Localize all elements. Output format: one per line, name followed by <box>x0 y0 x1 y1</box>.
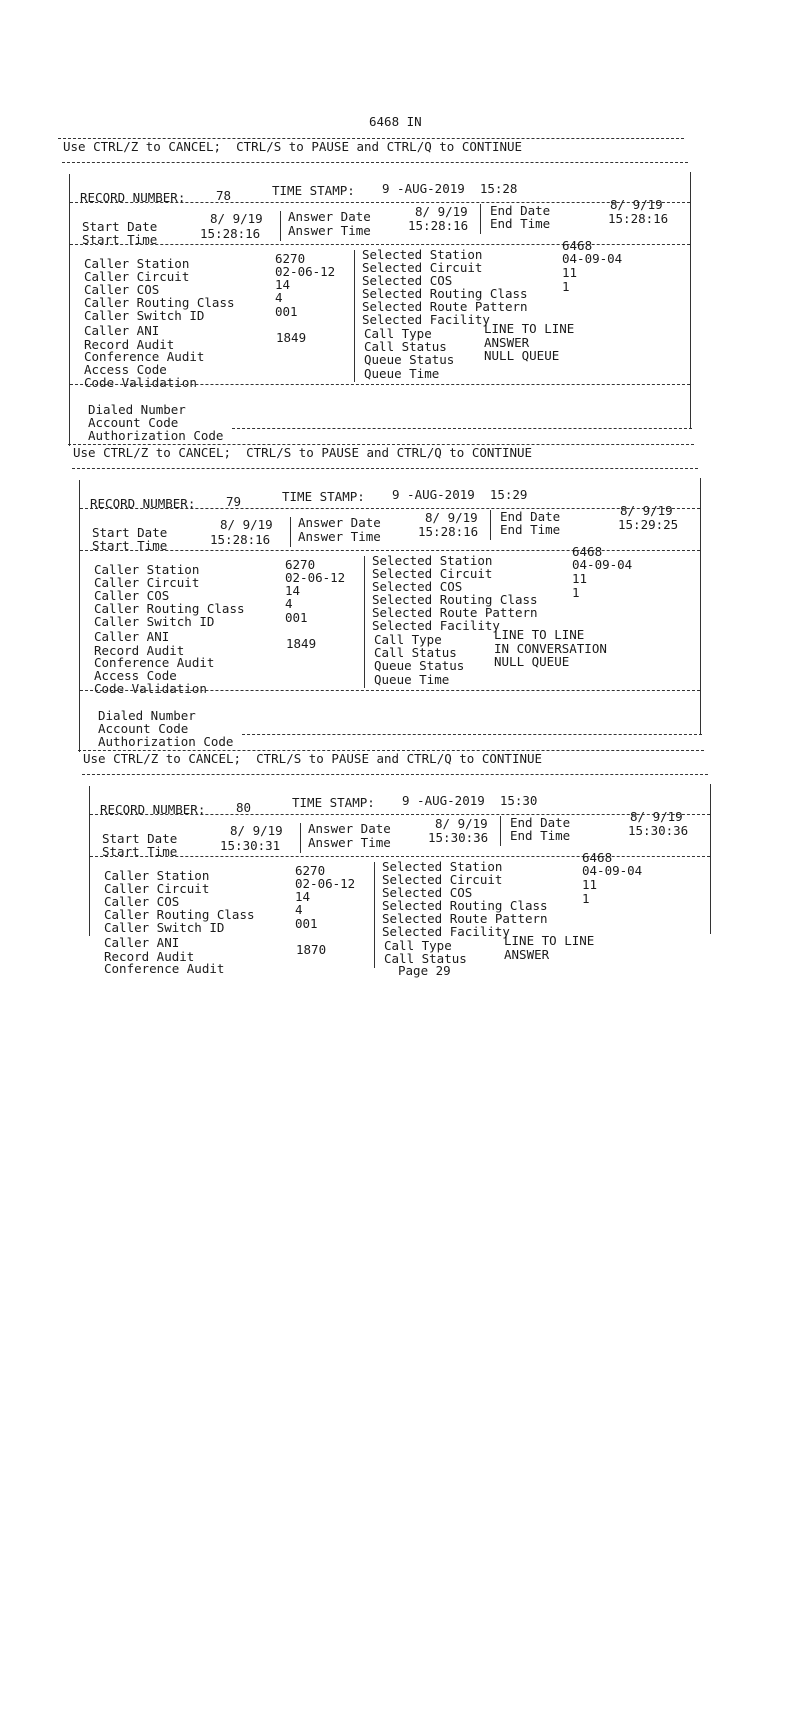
caller-switch-id-value: 001 <box>275 304 298 319</box>
time-stamp-value: 9 -AUG-2019 15:29 <box>392 487 528 502</box>
start-date-label: Start Date <box>82 219 158 234</box>
call-type-value: LINE TO LINE <box>484 321 575 336</box>
call-type-label: Call Type <box>364 326 432 341</box>
caller-circuit-label: Caller Circuit <box>84 269 190 284</box>
selected-station-value: 6468 <box>572 544 603 559</box>
answer-time-label: Answer Time <box>298 529 381 544</box>
caller-switch-id-label: Caller Switch ID <box>94 614 215 629</box>
end-time-value: 15:28:16 <box>608 211 669 226</box>
caller-cos-label: Caller COS <box>94 588 170 603</box>
caller-ani-label: Caller ANI <box>94 629 170 644</box>
answer-date-value: 8/ 9/19 <box>435 816 488 831</box>
start-date-label: Start Date <box>102 831 178 846</box>
answer-date-value: 8/ 9/19 <box>415 204 468 219</box>
caller-switch-id-value: 001 <box>295 916 318 931</box>
selected-circuit-value: 04-09-04 <box>562 251 623 266</box>
end-time-value: 15:29:25 <box>618 517 679 532</box>
selected-routing-class-label: Selected Routing Class <box>382 898 548 913</box>
caller-station-value: 6270 <box>285 557 316 572</box>
call-status-value: ANSWER <box>504 947 550 962</box>
end-date-value: 8/ 9/19 <box>630 809 683 824</box>
record-number-label: RECORD NUMBER: <box>90 496 196 511</box>
cancel-instruction: Use CTRL/Z to CANCEL; CTRL/S to PAUSE and CTRL/Q to CONTINUE <box>63 139 523 154</box>
answer-time-value: 15:28:16 <box>418 524 479 539</box>
selected-station-label: Selected Station <box>372 553 493 568</box>
conference-audit-label: Conference Audit <box>94 655 215 670</box>
selected-cos-value: 11 <box>562 265 578 280</box>
answer-time-value: 15:30:36 <box>428 830 489 845</box>
answer-time-label: Answer Time <box>288 223 371 238</box>
selected-route-pattern-label: Selected Route Pattern <box>372 605 538 620</box>
call-status-value: IN CONVERSATION <box>494 641 607 656</box>
caller-routing-class-value: 4 <box>295 902 303 917</box>
selected-cos-label: Selected COS <box>372 579 463 594</box>
selected-station-label: Selected Station <box>362 247 483 262</box>
call-type-value: LINE TO LINE <box>494 627 585 642</box>
record-audit-label: Record Audit <box>94 643 185 658</box>
selected-station-label: Selected Station <box>382 859 503 874</box>
end-date-value: 8/ 9/19 <box>620 503 673 518</box>
record-audit-label: Record Audit <box>84 337 175 352</box>
dialed-number-label: Dialed Number <box>98 708 196 723</box>
selected-cos-label: Selected COS <box>362 273 453 288</box>
caller-circuit-label: Caller Circuit <box>104 881 210 896</box>
divider <box>62 162 688 163</box>
divider <box>290 517 291 547</box>
start-date-value: 8/ 9/19 <box>210 211 263 226</box>
access-code-label: Access Code <box>84 362 167 377</box>
call-type-label: Call Type <box>384 938 452 953</box>
call-status-value: ANSWER <box>484 335 530 350</box>
code-validation-label: Code Validation <box>94 681 207 696</box>
divider <box>280 211 281 241</box>
start-time-label: Start Time <box>82 232 158 247</box>
call-type-label: Call Type <box>374 632 442 647</box>
caller-station-label: Caller Station <box>84 256 190 271</box>
caller-switch-id-label: Caller Switch ID <box>104 920 225 935</box>
divider <box>374 862 375 968</box>
answer-time-label: Answer Time <box>308 835 391 850</box>
divider <box>72 468 698 469</box>
caller-circuit-value: 02-06-12 <box>295 876 356 891</box>
start-time-label: Start Time <box>92 538 168 553</box>
divider <box>70 202 690 203</box>
start-time-value: 15:30:31 <box>220 838 281 853</box>
page-header-extension: 6468 IN <box>369 114 422 129</box>
record-number-value: 79 <box>226 494 242 509</box>
queue-status-value: NULL QUEUE <box>494 654 570 669</box>
divider <box>480 204 481 234</box>
caller-station-value: 6270 <box>295 863 326 878</box>
start-time-label: Start Time <box>102 844 178 859</box>
divider <box>82 774 708 775</box>
start-date-value: 8/ 9/19 <box>220 517 273 532</box>
divider <box>80 508 700 509</box>
cancel-instruction: Use CTRL/Z to CANCEL; CTRL/S to PAUSE and CTRL/Q to CONTINUE <box>83 751 543 766</box>
box-right-border <box>710 784 711 934</box>
divider <box>90 814 710 815</box>
selected-facility-label: Selected Facility <box>382 924 510 939</box>
start-date-value: 8/ 9/19 <box>230 823 283 838</box>
time-stamp-value: 9 -AUG-2019 15:28 <box>382 181 518 196</box>
queue-time-label: Queue Time <box>374 672 450 687</box>
answer-date-label: Answer Date <box>288 209 371 224</box>
queue-status-label: Queue Status <box>364 352 455 367</box>
caller-switch-id-label: Caller Switch ID <box>84 308 205 323</box>
end-time-label: End Time <box>490 216 551 231</box>
end-time-label: End Time <box>500 522 561 537</box>
caller-cos-label: Caller COS <box>84 282 160 297</box>
record-number-label: RECORD NUMBER: <box>100 802 206 817</box>
record-audit-value: 1870 <box>296 942 327 957</box>
caller-circuit-value: 02-06-12 <box>285 570 346 585</box>
call-record-80 <box>20 612 794 1735</box>
selected-route-pattern-label: Selected Route Pattern <box>382 911 548 926</box>
selected-station-value: 6468 <box>562 238 593 253</box>
box-left-border <box>89 786 90 936</box>
answer-date-label: Answer Date <box>308 821 391 836</box>
caller-ani-label: Caller ANI <box>84 323 160 338</box>
call-type-value: LINE TO LINE <box>504 933 595 948</box>
selected-routing-class-label: Selected Routing Class <box>362 286 528 301</box>
start-date-label: Start Date <box>92 525 168 540</box>
divider <box>90 856 710 857</box>
divider <box>300 823 301 853</box>
divider <box>70 244 690 245</box>
caller-station-label: Caller Station <box>94 562 200 577</box>
queue-time-label: Queue Time <box>364 366 440 381</box>
record-number-label: RECORD NUMBER: <box>80 190 186 205</box>
call-status-label: Call Status <box>374 645 457 660</box>
time-stamp-label: TIME STAMP: <box>292 795 375 810</box>
selected-circuit-label: Selected Circuit <box>372 566 493 581</box>
record-audit-value: 1849 <box>286 636 317 651</box>
record-number-value: 80 <box>236 800 252 815</box>
selected-routing-class-value: 1 <box>582 891 590 906</box>
record-number-value: 78 <box>216 188 232 203</box>
access-code-label: Access Code <box>94 668 177 683</box>
selected-cos-value: 11 <box>582 877 598 892</box>
account-code-label: Account Code <box>88 415 179 430</box>
selected-routing-class-value: 1 <box>572 585 580 600</box>
caller-station-value: 6270 <box>275 251 306 266</box>
selected-facility-label: Selected Facility <box>372 618 500 633</box>
selected-circuit-label: Selected Circuit <box>382 872 503 887</box>
selected-circuit-label: Selected Circuit <box>362 260 483 275</box>
conference-audit-label: Conference Audit <box>84 349 205 364</box>
selected-routing-class-label: Selected Routing Class <box>372 592 538 607</box>
caller-cos-value: 14 <box>285 583 301 598</box>
selected-routing-class-value: 1 <box>562 279 570 294</box>
end-time-label: End Time <box>510 828 571 843</box>
answer-date-value: 8/ 9/19 <box>425 510 478 525</box>
account-code-label: Account Code <box>98 721 189 736</box>
conference-audit-label: Conference Audit <box>104 961 225 976</box>
selected-circuit-value: 04-09-04 <box>572 557 633 572</box>
caller-routing-class-label: Caller Routing Class <box>84 295 235 310</box>
answer-date-label: Answer Date <box>298 515 381 530</box>
caller-cos-value: 14 <box>295 889 311 904</box>
page-number: Page 29 <box>398 963 451 978</box>
divider <box>80 550 700 551</box>
divider <box>490 510 491 540</box>
caller-routing-class-label: Caller Routing Class <box>104 907 255 922</box>
cancel-instruction: Use CTRL/Z to CANCEL; CTRL/S to PAUSE and CTRL/Q to CONTINUE <box>73 445 533 460</box>
caller-station-label: Caller Station <box>104 868 210 883</box>
authorization-code-label: Authorization Code <box>98 734 234 749</box>
caller-cos-value: 14 <box>275 277 291 292</box>
caller-routing-class-label: Caller Routing Class <box>94 601 245 616</box>
authorization-code-label: Authorization Code <box>88 428 224 443</box>
end-time-value: 15:30:36 <box>628 823 689 838</box>
time-stamp-label: TIME STAMP: <box>282 489 365 504</box>
caller-circuit-label: Caller Circuit <box>94 575 200 590</box>
end-date-value: 8/ 9/19 <box>610 197 663 212</box>
end-date-label: End Date <box>500 509 561 524</box>
divider <box>500 816 501 846</box>
queue-status-value: NULL QUEUE <box>484 348 560 363</box>
time-stamp-value: 9 -AUG-2019 15:30 <box>402 793 538 808</box>
selected-route-pattern-label: Selected Route Pattern <box>362 299 528 314</box>
selected-station-value: 6468 <box>582 850 613 865</box>
answer-time-value: 15:28:16 <box>408 218 469 233</box>
caller-routing-class-value: 4 <box>285 596 293 611</box>
start-time-value: 15:28:16 <box>210 532 271 547</box>
caller-routing-class-value: 4 <box>275 290 283 305</box>
caller-circuit-value: 02-06-12 <box>275 264 336 279</box>
call-status-label: Call Status <box>384 951 467 966</box>
record-audit-label: Record Audit <box>104 949 195 964</box>
selected-cos-label: Selected COS <box>382 885 473 900</box>
record-audit-value: 1849 <box>276 330 307 345</box>
end-date-label: End Date <box>490 203 551 218</box>
start-time-value: 15:28:16 <box>200 226 261 241</box>
caller-cos-label: Caller COS <box>104 894 180 909</box>
code-validation-label: Code Validation <box>84 375 197 390</box>
caller-switch-id-value: 001 <box>285 610 308 625</box>
end-date-label: End Date <box>510 815 571 830</box>
caller-ani-label: Caller ANI <box>104 935 180 950</box>
selected-circuit-value: 04-09-04 <box>582 863 643 878</box>
queue-status-label: Queue Status <box>374 658 465 673</box>
selected-facility-label: Selected Facility <box>362 312 490 327</box>
dialed-number-label: Dialed Number <box>88 402 186 417</box>
time-stamp-label: TIME STAMP: <box>272 183 355 198</box>
selected-cos-value: 11 <box>572 571 588 586</box>
call-status-label: Call Status <box>364 339 447 354</box>
